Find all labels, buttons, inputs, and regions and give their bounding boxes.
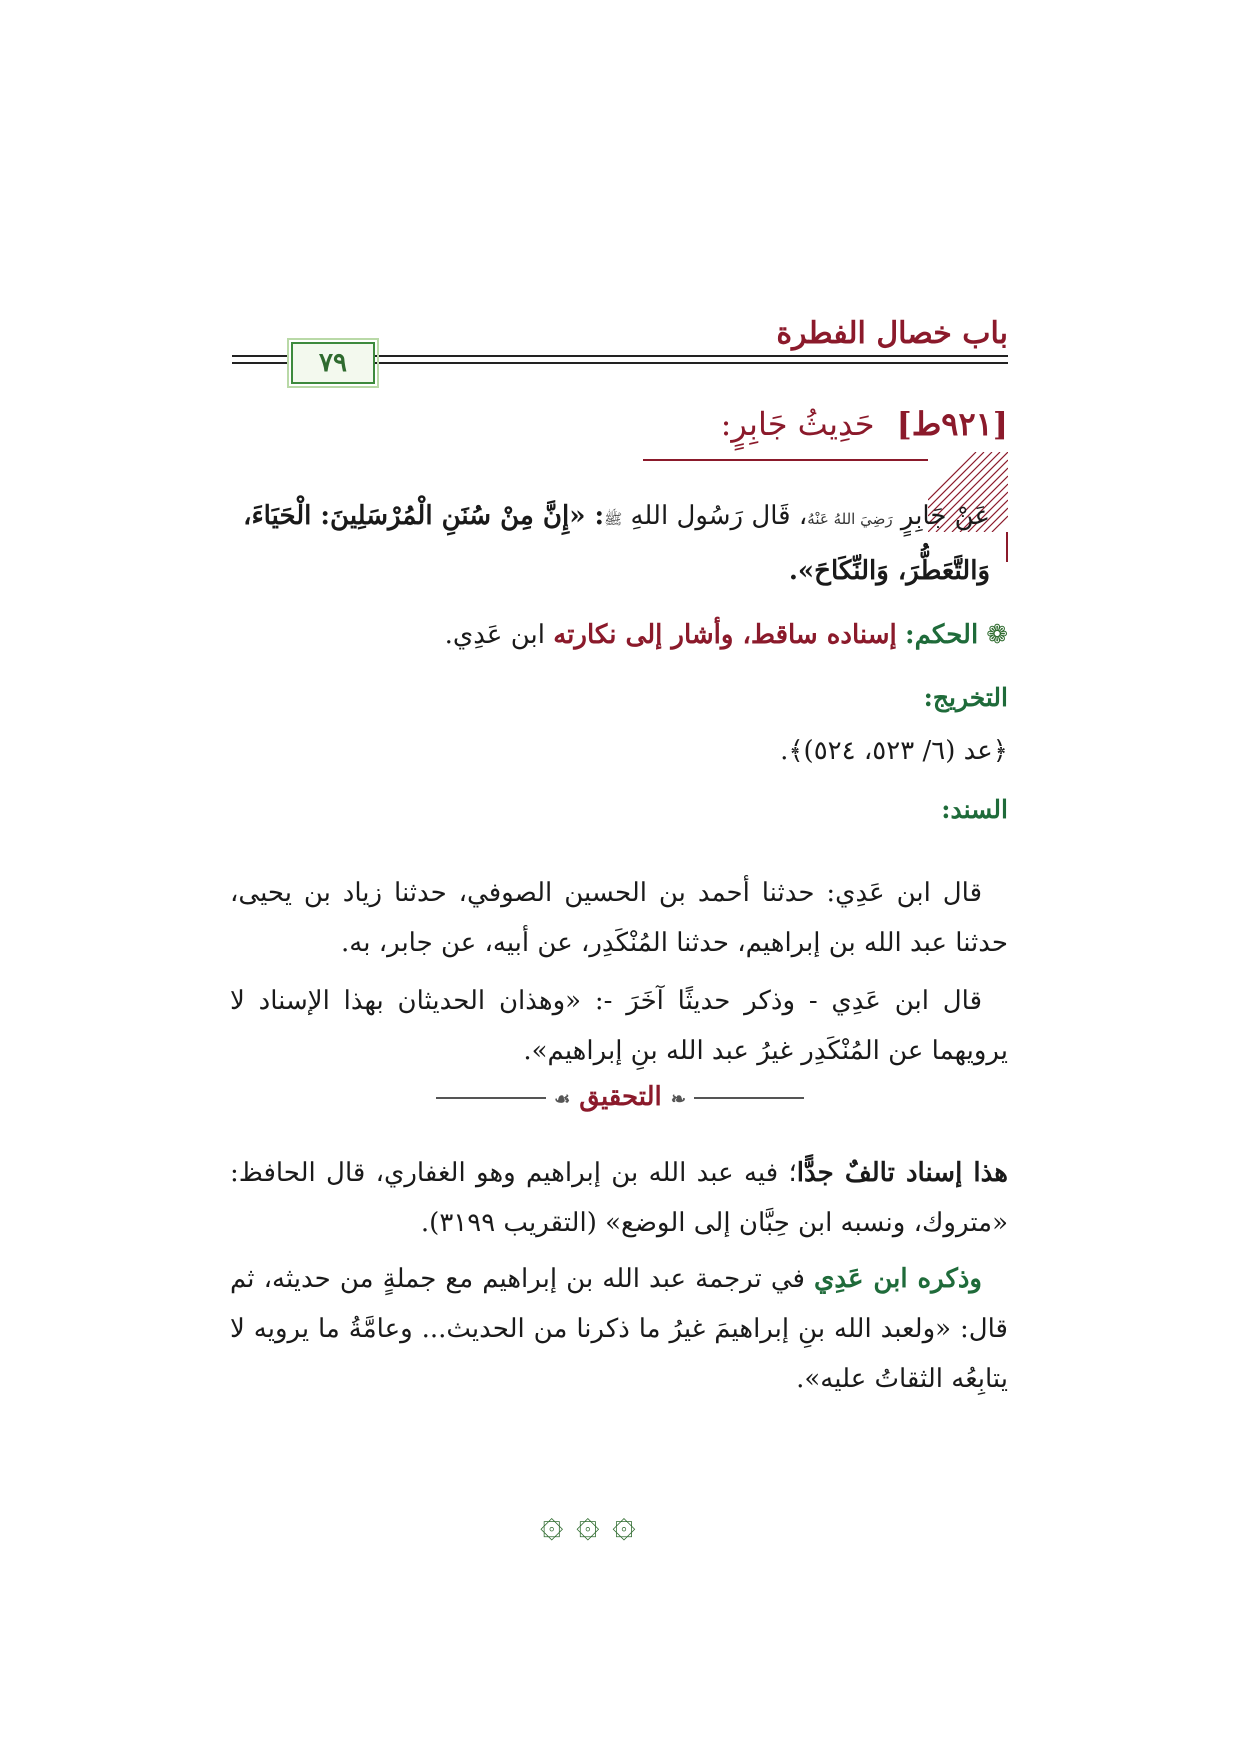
honorific-salawat: ﷺ xyxy=(604,510,623,528)
tahqiq-paragraph-2 xyxy=(230,1254,1008,1404)
tahqiq-p1-rest: ؛ فيه عبد الله بن إبراهيم وهو الغفاري، قال الحافظ: «متروك، ونسبه ابن حِبَّان إلى الوضع» (التقريب ٣١٩٩). xyxy=(230,1158,1008,1238)
hadith-mid: ، قَال رَسُول اللهِ xyxy=(630,501,808,531)
divider-line-left xyxy=(436,1097,546,1099)
hadith-intro: عَنْ جَابِرٍ xyxy=(900,501,990,531)
header-rule-right-bottom xyxy=(375,362,1008,364)
flower-ornament-icon: ❁ xyxy=(986,620,1008,650)
tahqiq-label: التحقيق xyxy=(579,1082,662,1112)
tahqiq-paragraph-1 xyxy=(230,1148,1008,1248)
takhrij-label: التخريج: xyxy=(923,683,1008,712)
tahqiq-divider xyxy=(380,1082,860,1112)
sanad-paragraph-2: قال ابن عَدِي - وذكر حديثًا آخَرَ -: «وهذان الحديثان بهذا الإسناد لا يرويهما عن المُنْكَدِر غيرُ عبد الله بنِ إبراهيم». xyxy=(230,986,1008,1066)
quote-top-rule xyxy=(643,459,928,461)
page-number-badge: ٧٩ xyxy=(291,342,375,384)
end-ornament-icon: ۞ ۞ ۞ xyxy=(540,1500,636,1546)
quote-side-rule xyxy=(1006,532,1008,562)
hukm-line xyxy=(445,620,1008,650)
takhrij-reference: ﴿عد (٦/ ٥٢٣، ٥٢٤)﴾. xyxy=(780,736,1008,766)
hukm-verdict: إسناده ساقط، وأشار إلى نكارته xyxy=(553,620,897,650)
divider-ornament-icon: ☙ xyxy=(554,1089,571,1110)
chapter-title: باب خصال الفطرة xyxy=(776,316,1008,351)
honorific-radiallahu: رَضِيَ اللهُ عَنْهُ xyxy=(807,510,893,528)
header-rule-left-top xyxy=(232,355,287,357)
tahqiq-p2-rest: في ترجمة عبد الله بن إبراهيم مع جملةٍ من حديثه، ثم قال: «ولعبد الله بنِ إبراهيمَ غيرُ ما ذكرنا من الحديث... وعامَّةُ ما يرويه لا يتابِعُه الثقاتُ عليه». xyxy=(230,1264,1008,1394)
tahqiq-p2-lead: وذكره ابن عَدِي xyxy=(814,1264,982,1294)
divider-line-right xyxy=(694,1097,804,1099)
hukm-tail: ابن عَدِي. xyxy=(444,620,545,650)
hukm-label: الحكم: xyxy=(905,620,979,650)
hadith-title: حَدِيثُ جَابِرٍ: xyxy=(720,405,875,443)
tahqiq-verdict: هذا إسناد تالفٌ جدًّا xyxy=(796,1158,1009,1188)
divider-ornament-icon: ❧ xyxy=(670,1089,686,1110)
header-rule-right-top xyxy=(375,355,1008,357)
hadith-text xyxy=(230,490,990,597)
sanad-label: السند: xyxy=(941,795,1008,824)
header-rule-left-bottom xyxy=(232,362,287,364)
hadith-number: [٩٢١ط] xyxy=(896,405,1008,443)
hadith-heading xyxy=(721,405,1008,443)
hadith-quote: : «إِنَّ مِنْ سُنَنِ الْمُرْسَلِينَ: الْحَيَاءَ، وَالتَّعَطُّرَ، وَالنِّكَاحَ». xyxy=(243,501,990,586)
sanad-paragraph-1: قال ابن عَدِي: حدثنا أحمد بن الحسين الصوفي، حدثنا زياد بن يحيى، حدثنا عبد الله بن إبراهيم، حدثنا المُنْكَدِر، عن أبيه، عن جابر، به. xyxy=(230,878,1008,958)
